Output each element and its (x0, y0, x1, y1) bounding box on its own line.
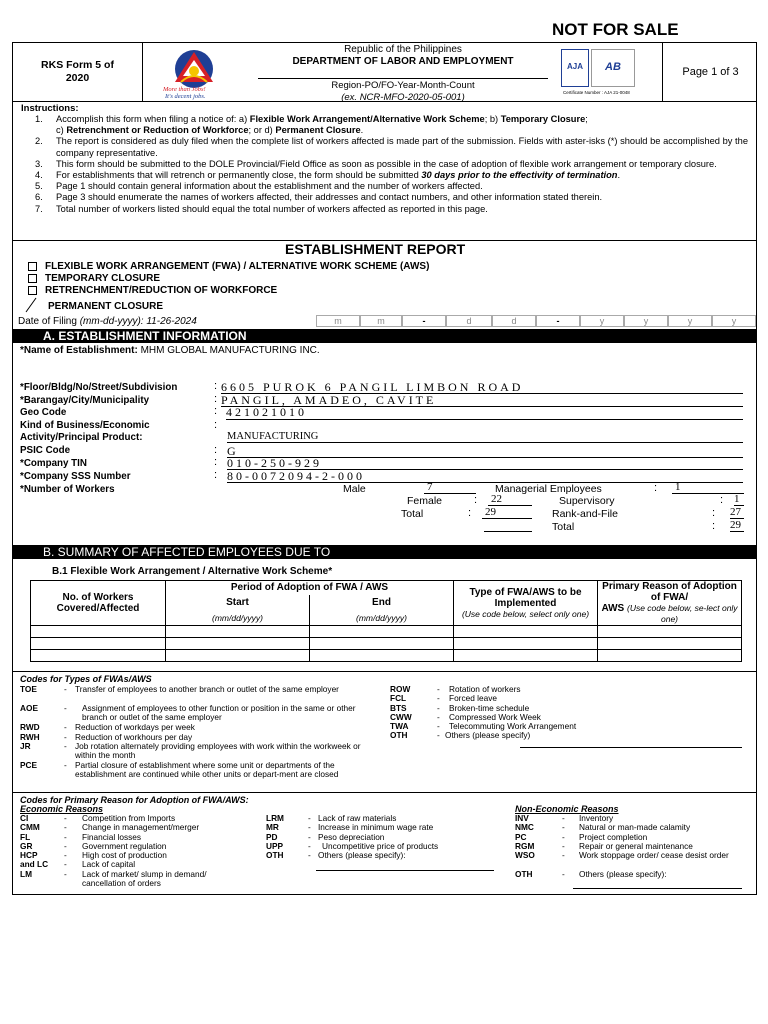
table-row[interactable] (31, 650, 742, 662)
date-box: - (536, 315, 580, 327)
aja-label: AJA (566, 62, 583, 71)
date-box: d (492, 315, 536, 327)
supervisory-label: Supervisory (559, 495, 615, 507)
col-workers-covered: No. of Workers Covered/Affected (31, 581, 166, 626)
table-row[interactable] (31, 626, 742, 638)
kind-of-business-label: Kind of Business/Economic (20, 420, 150, 431)
not-for-sale-label: NOT FOR SALE (552, 20, 679, 39)
male-value: 7 (424, 481, 476, 494)
instruction-item: 2. The report is considered as duly filed when the complete list of workers affected is made part of the submission. Fields with aster-isks (*) should be accomplished by the company representative. (35, 136, 748, 158)
fwa-codes-left: TOE - Transfer of employees to another branch or outlet of the same employer AOE - Assignment of employees to other function or position in the same or other branch or outlet of the same employer RWD - Reduction of workdays per week RWH - Reduction of workhours per day JR - Job rotation alternately providing employees with work within the workweek or within the month PCE - Partial closure of establishment where some unit or departments of the establishment are continued while other units or depart-ment are closed (20, 684, 361, 780)
instruction-item: 6. Page 3 should enumerate the names of workers affected, their addresses and contact numbers, and other information stated therein. (35, 192, 603, 203)
form-number-line2: 2020 (65, 72, 90, 84)
instruction-item: 3. This form should be submitted to the DOLE Provincial/Field Office as soon as possible in the case of adoption of flexible work arrangement or temporary closure. (35, 158, 717, 169)
date-box: y (668, 315, 712, 327)
economic-reasons-heading: Economic Reasons (20, 804, 104, 814)
ab-cert-logo (591, 49, 635, 87)
activity-label: Activity/Principal Product: (20, 432, 143, 443)
date-box: y (580, 315, 624, 327)
date-box: - (402, 315, 446, 327)
date-box: d (446, 315, 492, 327)
option-fwa[interactable] (28, 261, 429, 272)
managerial-value: 1 (672, 481, 744, 494)
sss-label: *Company SSS Number (20, 471, 131, 482)
option-permanent-closure[interactable]: PERMANENT CLOSURE (48, 301, 164, 312)
date-box: m (316, 315, 360, 327)
col-period: Period of Adoption of FWA / AWS (166, 581, 454, 595)
date-of-filing: Date of Filing (mm-dd-yyyy): 11-26-2024 (18, 316, 197, 327)
instruction-item: 1. Accomplish this form when filing a notice of: a) Flexible Work Arrangement/Alternative Work Scheme; b) Temporary Closure; (35, 114, 588, 124)
col-reason: Primary Reason of Adoption of FWA/ AWS (Use code below, se-lect only one) (598, 581, 742, 626)
fwa-codes-heading: Codes for Types of FWAs/AWS (20, 674, 152, 684)
barangay-label: *Barangay/City/Municipality (20, 395, 150, 406)
fwa-table (30, 580, 742, 662)
rank-and-file-value: 27 (730, 506, 744, 519)
date-box: y (624, 315, 668, 327)
instruction-item: c) Retrenchment or Reduction of Workforce; or d) Permanent Closure. (56, 125, 364, 136)
establishment-name-value: MHM GLOBAL MANUFACTURING INC. (140, 345, 320, 356)
form-number-line1: RKS Form 5 of (41, 59, 114, 71)
reason-codes-col1: CI - Competition from Imports CMM - Change in management/merger FL - Financial losses GR - Government regulation HCP - High cost of production and LC - Lack of capital LM - Lack of market/ slump in demand/ cancellation of orders (20, 813, 207, 889)
total2-value: 29 (730, 519, 744, 532)
address-label: *Floor/Bldg/No/Street/Subdivision (20, 382, 178, 393)
col-type: Type of FWA/AWS to be Implemented (Use code below, select only one) (454, 581, 598, 626)
end-date-hint: (mm/dd/yyyy) (309, 611, 453, 625)
address-value: 6605 PUROK 6 PANGIL LIMBON ROAD (221, 380, 743, 394)
checkbox[interactable] (28, 274, 37, 283)
female-label: Female (407, 495, 443, 507)
instructions-list (21, 114, 748, 215)
date-box: m (360, 315, 402, 327)
logo-tagline-2: It's decent jobs. (165, 93, 206, 100)
option-label: FLEXIBLE WORK ARRANGEMENT (FWA) / ALTERNATIVE WORK SCHEME (AWS) (45, 261, 430, 272)
rank-and-file-label: Rank-and-File (552, 508, 618, 520)
col-end: End (309, 595, 453, 611)
dole-logo (159, 48, 229, 100)
report-title: ESTABLISHMENT REPORT (285, 241, 466, 257)
reason-codes-heading: Codes for Primary Reason for Adoption of FWA/AWS: (20, 795, 249, 805)
col-start: Start (166, 595, 310, 611)
geo-code-value: 421021010 (226, 405, 307, 419)
option-retrenchment[interactable] (28, 285, 277, 296)
total-label: Total (401, 508, 424, 520)
republic-line: Republic of the Philippines (344, 44, 462, 55)
tin-label: *Company TIN (20, 458, 87, 469)
non-economic-reasons-heading: Non-Economic Reasons (515, 804, 619, 814)
instruction-item: 4. For establishments that will retrench or permanently close, the form should be submitted 30 days prior to the effectivity of termination. (35, 170, 621, 181)
form-header (12, 42, 757, 102)
option-temporary-closure[interactable] (28, 273, 160, 284)
male-label: Male (343, 483, 366, 495)
tin-value: 010-250-929 (227, 456, 743, 470)
checkbox[interactable] (28, 286, 37, 295)
header-middle (143, 43, 663, 101)
date-box: y (712, 315, 756, 327)
female-value: 22 (488, 493, 532, 506)
table-row[interactable] (31, 638, 742, 650)
option-label: TEMPORARY CLOSURE (45, 273, 161, 284)
reason-codes-col2: LRM - Lack of raw materials MR - Increase in minimum wage rate PD - Peso depreciation UPP - Uncompetitive price of products OTH - Others (please specify): (266, 813, 439, 861)
region-line (258, 78, 548, 79)
total2-label: Total (552, 521, 575, 533)
instructions-heading: Instructions: (21, 103, 79, 114)
instructions-box (12, 102, 757, 241)
department-name: DEPARTMENT OF LABOR AND EMPLOYMENT (292, 56, 514, 67)
region-format: Region-PO/FO-Year-Month-Count (331, 80, 475, 91)
section-b-heading: B. SUMMARY OF AFFECTED EMPLOYEES DUE TO (13, 545, 756, 559)
instruction-item: 5. Page 1 should contain general information about the establishment and the number of workers affected. (35, 181, 483, 192)
managerial-label: Managerial Employees (495, 483, 602, 495)
form-number (13, 43, 143, 101)
cert-number: Certificate Number : AJA 21-0048 (563, 90, 630, 95)
total-value: 29 (482, 506, 532, 519)
checkmark-icon (24, 296, 38, 317)
establishment-name-row: *Name of Establishment: MHM GLOBAL MANUFACTURING INC. (20, 345, 320, 356)
psic-label: PSIC Code (20, 445, 71, 456)
ab-label: AB (605, 61, 621, 73)
option-label: RETRENCHMENT/REDUCTION OF WORKFORCE (45, 285, 278, 296)
fwa-codes-right: ROW - Rotation of workers FCL - Forced leave BTS - Broken-time schedule CWW - Compressed Work Week TWA - Telecommuting Work Arrangement OTH - Others (please specify) (390, 684, 577, 741)
geo-code-label: Geo Code (20, 407, 67, 418)
start-date-hint: (mm/dd/yyyy) (166, 611, 310, 625)
logo-tagline-1: More than Jobs! (163, 86, 206, 93)
psic-value: G (227, 444, 743, 458)
kind-of-business-value: MANUFACTURING (227, 431, 743, 443)
aja-cert-logo (561, 49, 589, 87)
page-indicator: Page 1 of 3 (682, 66, 739, 78)
b1-title: B.1 Flexible Work Arrangement / Alternative Work Scheme* (52, 566, 333, 577)
instruction-item: 7. Total number of workers listed should equal the total number of workers affected as reported in this page. (35, 203, 488, 214)
region-example: (ex. NCR-MFO-2020-05-001) (341, 92, 465, 103)
reason-codes-col3: INV - Inventory NMC - Natural or man-made calamity PC - Project completion RGM - Repair or general maintenance WSO - Work stoppage order/ cease desist order OTH - Others (please specify): (515, 813, 729, 880)
barangay-value: PANGIL, AMADEO, CAVITE (221, 393, 743, 407)
workers-label: *Number of Workers (20, 484, 115, 495)
supervisory-value: 1 (734, 493, 744, 506)
sss-value: 80-0072094-2-000 (227, 469, 743, 483)
checkbox[interactable] (28, 262, 37, 271)
section-a-heading: A. ESTABLISHMENT INFORMATION (13, 329, 756, 343)
